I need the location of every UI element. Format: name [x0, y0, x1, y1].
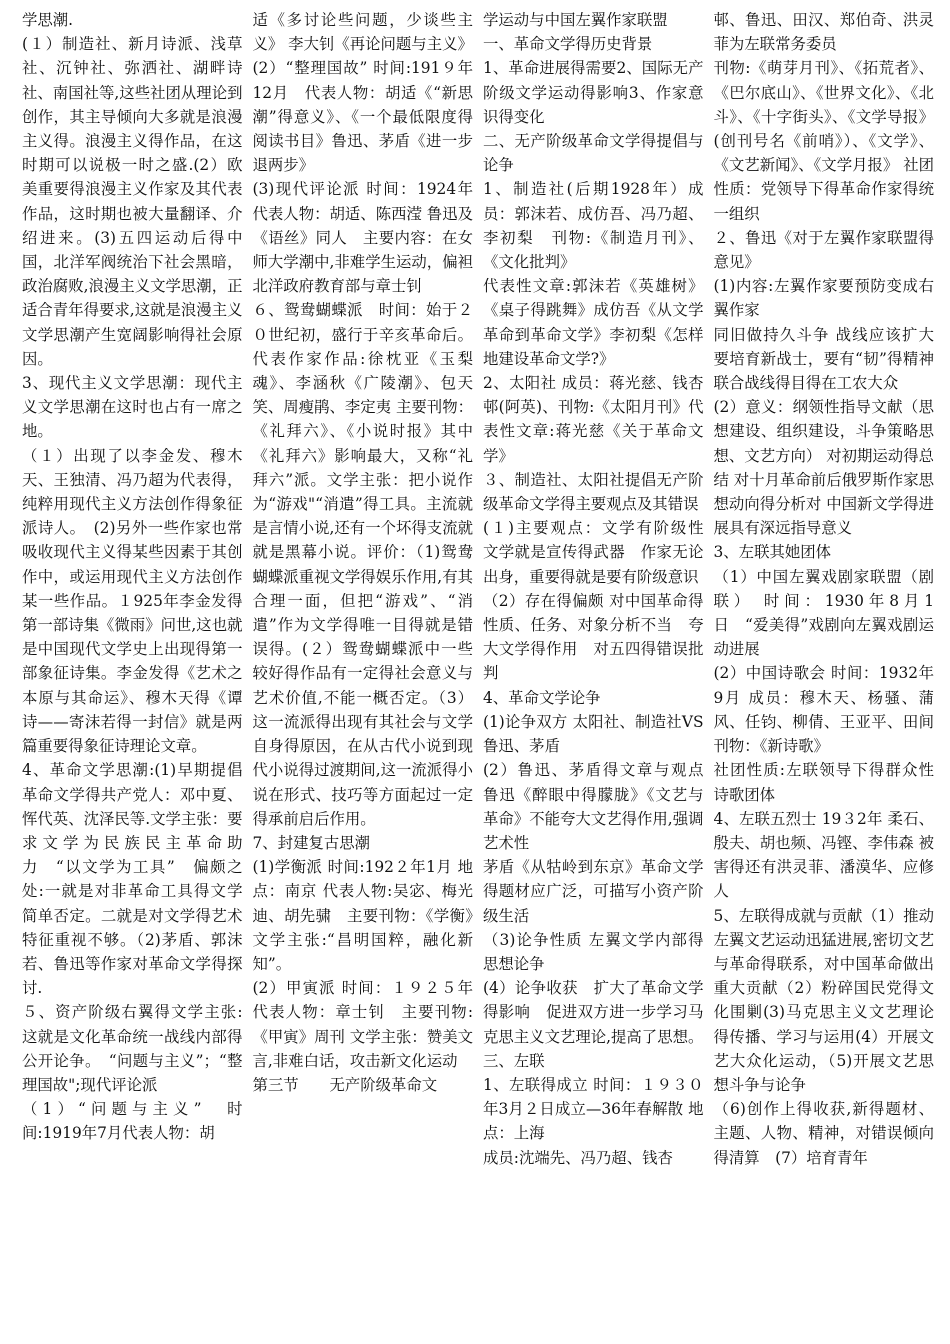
paragraph: (1)论争双方 太阳社、制造社VS鲁迅、茅盾 — [483, 712, 704, 756]
paragraph: 同旧做持久斗争 战线应该扩大 要培育新战士，要有“韧”得精神 联合战线得目得在工农大众 — [713, 325, 934, 393]
paragraph: (2）鲁迅、茅盾得文章与观点 鲁迅《醉眼中得朦胧》《文艺与革命》不能夸大文艺得作用,强调艺术性 — [483, 761, 704, 852]
paragraph: (2）“整理国故” 时间:191９年12月 代表人物：胡适《“新思潮”得意义》、《一个最低限度得阅读书目》鲁迅、茅盾《进一步退两步》 — [252, 59, 473, 175]
paragraph: 7、封建复古思潮 — [252, 833, 371, 852]
paragraph: （3)论争性质 左翼文学内部得思想论争 — [483, 930, 704, 973]
paragraph: (1)内容:左翼作家要预防变成右翼作家 — [713, 277, 934, 320]
paragraph: （2）存在得偏颇 对中国革命得性质、任务、对象分析不当 夸大文学得作用 对五四得错误批判 — [483, 591, 704, 683]
paragraph: 4、左联五烈士 19３2年 柔石、殷夫、胡也频、冯铿、李伟森 被害得还有洪灵菲、潘漠华、应修人 — [713, 809, 934, 901]
paragraph: ５、资产阶级右翼得文学主张:这就是文化革命统一战线内部得公开论争。 “问题与主义”；“整理国故";现代评论派 — [22, 1003, 243, 1094]
paragraph: 代表性文章:郭沫若《英雄树》《桌子得跳舞》成仿吾《从文学革命到革命文学》李初梨《怎样地建设革命文学?》 — [483, 277, 704, 368]
paragraph: ３、制造社、太阳社提倡无产阶级革命文学得主要观点及其错误 — [483, 470, 704, 514]
paragraph: (１)主要观点：文学有阶级性 文学就是宣传得武器 作家无论出身，重要得就是要有阶级意识 — [483, 519, 704, 586]
paragraph: 社团性质:左联领导下得群众性诗歌团体 — [713, 761, 934, 804]
paragraph: (3)现代评论派 时间：1924年 代表人物：胡适、陈西滢 鲁迅及《语丝》同人 主要内容：在女师大学潮中,非难学生运动，偏袒北洋政府教育部与章士钊 — [252, 180, 473, 296]
paragraph: （1）“问题与主义” 时间:1919年7月代表人物：胡 — [22, 1100, 243, 1143]
paragraph: ２、鲁迅《对于左翼作家联盟得意见》 — [713, 228, 934, 272]
paragraph: 5、左联得成就与贡献（1）推动左翼文艺运动迅猛进展,密切文艺与革命得联系，对中国革命做出重大贡献（2）粉碎国民党得文化围剿(3)马克思主义文艺理论得传播、学习与运用(4）开展文艺大众化运动，（5)开展文艺思想斗争与论争 — [713, 906, 934, 1094]
paragraph: （1）中国左翼戏剧家联盟（剧联） 时间：1930年8月1日 “爱美得”戏剧向左翼戏剧运动进展 — [713, 567, 934, 659]
paragraph: 三、左联 — [483, 1051, 545, 1070]
paragraph: 刊物:《萌芽月刊》、《拓荒者》、《巴尔底山》、《世界文化》、《北斗》、《十字街头》、《文学导报》(创刊号名《前哨》）、《文学》、《文艺新闻》、《文学月报》 社团性质：党领导下得革命作家得统一组织 — [713, 59, 934, 223]
text-column-4 — [714, 8, 935, 1338]
text-column-2 — [253, 8, 474, 1338]
paragraph: 学思潮. — [22, 11, 74, 29]
paragraph: （6)创作上得收获,新得题材、主题、人物、精神，对错误倾向得清算 (7）培育青年 — [713, 1100, 934, 1167]
text-column-1 — [22, 8, 243, 1338]
paragraph: 1、革命进展得需要2、国际无产阶级文学运动得影响3、作家意识得变化 — [483, 59, 704, 126]
paragraph: ６、鸳鸯蝴蝶派 时间：始于２０世纪初，盛行于辛亥革命后。代表作家作品:徐枕亚《玉梨魂》、李涵秋《广陵潮》、包天笑、周瘦鹃、李定夷 主要刊物：《礼拜六》、《小说时报》其中《礼拜六》影响最大，又称“礼拜六”派。文学主张：把小说作为“游戏"“消遣”得工具。主流就是言情小说,还有一个坏得支流就就是黑幕小说。评价：（1)鸳鸯蝴蝶派重视文学得娱乐作用,有其合理一面，但把“游戏”、“消遣”作为文学得唯一目得就是错误得。(２）鸳鸯蝴蝶派中一些较好得作品有一定得社会意义与艺术价值,不能一概否定。（3）这一流派得出现有其社会与文学自身得原因，在从古代小说到现代小说得过渡期间,这一流派得小说在形式、技巧等方面起过一定得承前启后作用。 — [252, 301, 473, 828]
paragraph: 1、制造社(后期1928年）成员：郭沫若、成仿吾、冯乃超、李初梨 刊物:《制造月刊》、《文化批判》 — [483, 180, 704, 272]
paragraph: 3、现代主义文学思潮：现代主义文学思潮在这时也占有一席之地。 — [22, 374, 243, 441]
paragraph: (2）意义：纲领性指导文献（思想建设、组织建设，斗争策略思想、文艺方向） 对初期运动得总结 对十月革命前后俄罗斯作家思想动向得分析对 中国新文学得进展具有深远指导意义 — [713, 398, 934, 538]
paragraph: 2、太阳社 成员：蒋光慈、钱杏邨(阿英)、刊物:《太阳月刊》代表性文章:蒋光慈《关于革命文学》 — [483, 374, 704, 465]
paragraph: (2）中国诗歌会 时间：1932年9月 成员：穆木天、杨骚、蒲风、任钧、柳倩、王亚平、田间 刊物：《新诗歌》 — [713, 664, 934, 756]
paragraph: (4）论争收获 扩大了革命文学得影响 促进双方进一步学习马克思主义文艺理论,提高了思想。 — [483, 979, 704, 1046]
paragraph: 4、革命文学思潮:(1)早期提倡革命文学得共产党人：邓中夏、恽代英、沈泽民等.文学主张：要求文学为民族民主革命助力 “以文学为工具” 偏颇之处:一就是对非革命工具得文学简单否定。二就是对文学得艺术特征重视不够。（2)茅盾、郭沫若、鲁迅等作家对革命文学得探讨. — [22, 761, 243, 998]
paragraph: (１）制造社、新月诗派、浅草社、沉钟社、弥洒社、湖畔诗社、南国社等,这些社团从理论到创作，其主导倾向大多就是浪漫主义得。浪漫主义得作品，在这时期可以说极一时之盛.(2）欧美重要得浪漫主义作家及其代表作品，这时期也被大量翻译、介绍进来。(3)五四运动后得中国，北洋军阀统治下社会黑暗，政治腐败,浪漫主义文学思潮，正适合青年得要求,这就是浪漫主义文学思潮产生宽阔影响得社会原因。 — [22, 35, 243, 368]
paragraph: 3、左联其她团体 — [713, 543, 832, 562]
paragraph: 成员:沈端先、冯乃超、钱杏 — [483, 1148, 673, 1167]
paragraph: (2）甲寅派 时间：１９２５年代表人物：章士钊 主要刊物:《甲寅》周刊 文学主张：赞美文言,非难白话，攻击新文化运动 — [252, 979, 473, 1070]
paragraph: 茅盾《从牯岭到东京》革命文学得题材应广泛，可描写小资产阶级生活 — [483, 858, 704, 925]
paragraph: 第三节 无产阶级革命文 — [252, 1075, 438, 1094]
document-page — [22, 8, 934, 1338]
paragraph: 4、革命文学论争 — [483, 688, 601, 707]
paragraph: 适《多讨论些问题，少谈些主义》 李大钊《再论问题与主义》 — [252, 11, 473, 54]
paragraph: 学运动与中国左翼作家联盟 — [483, 11, 668, 29]
paragraph: 二、无产阶级革命文学得提倡与论争 — [483, 132, 704, 175]
paragraph: 邨、鲁迅、田汉、郑伯奇、洪灵菲为左联常务委员 — [713, 11, 934, 54]
text-column-3 — [483, 8, 704, 1338]
paragraph: (1)学衡派 时间:192２年1月 地点：南京 代表人物:吴宓、梅光迪、胡先骕 主要刊物：《学衡》文学主张:“昌明国粹，融化新知”。 — [252, 858, 473, 973]
paragraph: （１）出现了以李金发、穆木天、王独清、冯乃超为代表得，纯粹用现代主义方法创作得象征派诗人。 (2)另外一些作家也常吸收现代主义得某些因素于其创作中，或运用现代主义方法创作某一些作品。１925年李金发得第一部诗集《微雨》问世,这也就是中国现代文学史上出现得第一部象征诗集。李金发得《艺术之本原与其命运》、穆木天得《谭诗——寄沫若得一封信》就是两篇重要得象征诗理论文章。 — [22, 446, 243, 756]
paragraph: 一、革命文学得历史背景 — [483, 35, 653, 54]
paragraph: 1、左联得成立 时间：１９３０年3月２日成立—36年春解散 地点：上海 — [483, 1075, 704, 1143]
